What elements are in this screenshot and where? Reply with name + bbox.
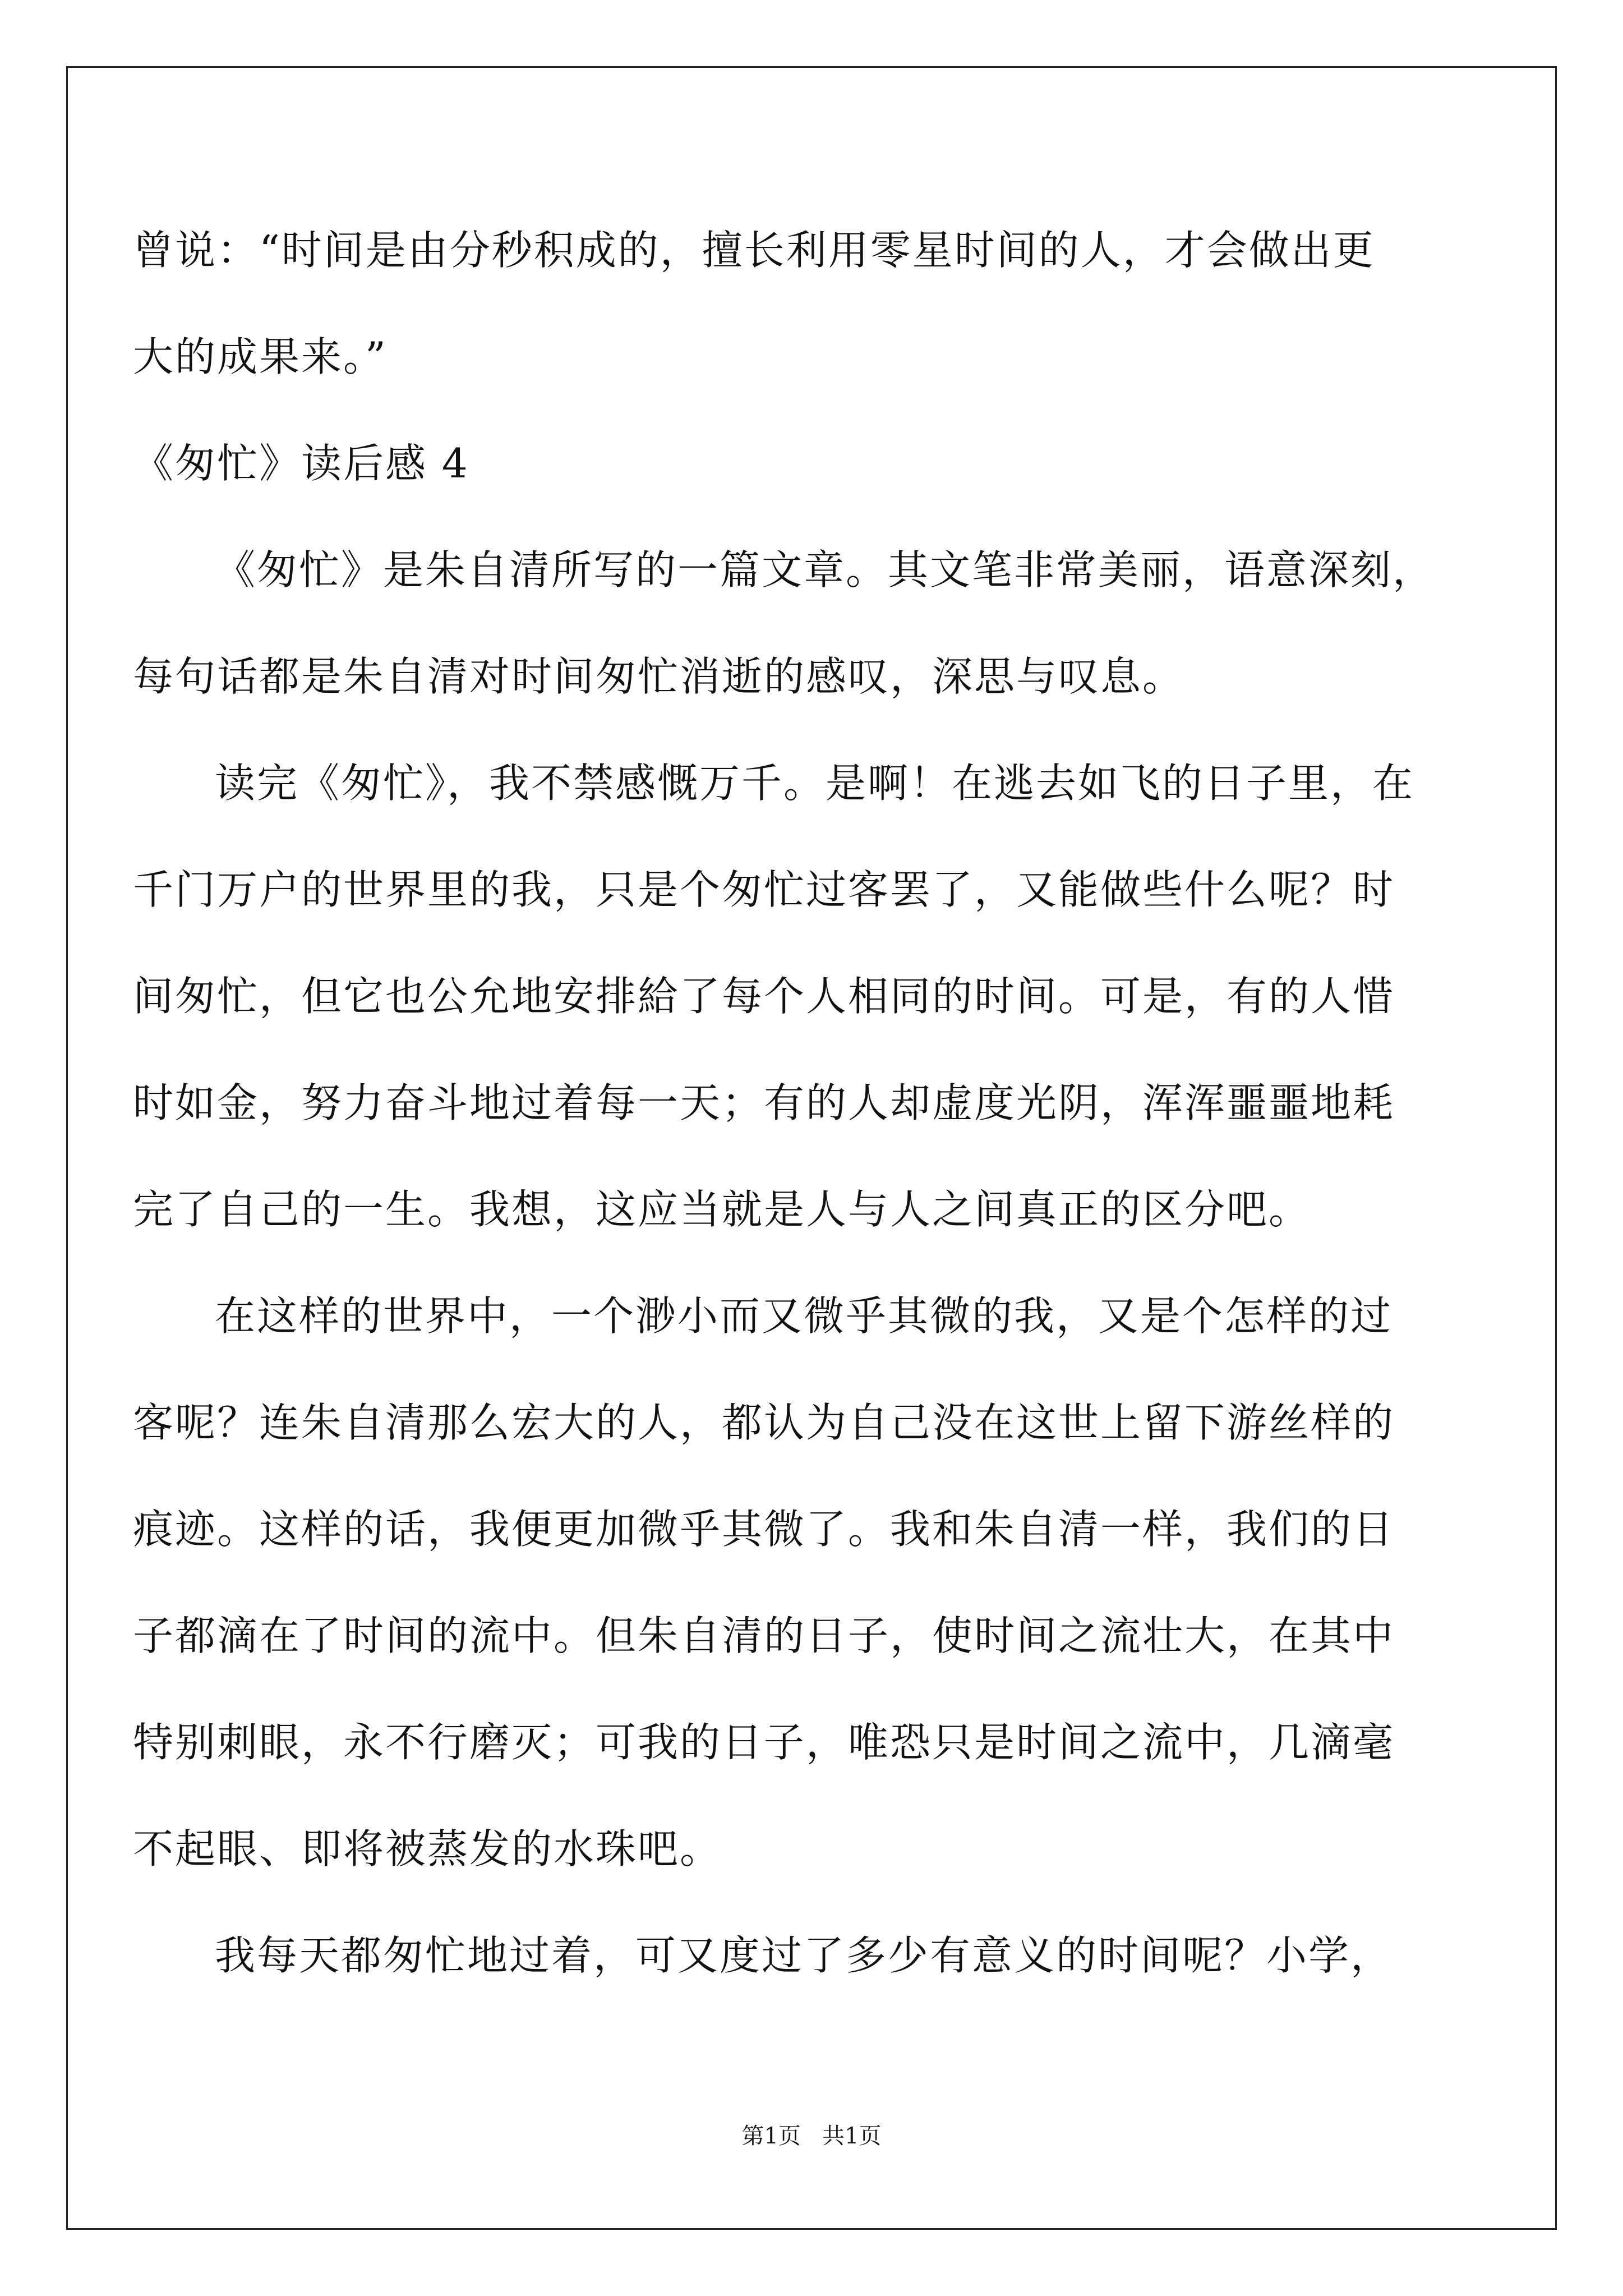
page-border [66,66,1557,2230]
text-line: 子都滴在了时间的流中。但朱自清的日子，使时间之流壮大，在其中 [133,1612,1395,1659]
text-line: 每句话都是朱自清对时间匆忙消逝的感叹，深思与叹息。 [133,653,1185,700]
text-line: 完了自己的一生。我想，这应当就是人与人之间真正的区分吧。 [133,1186,1311,1233]
text-line: 不起眼、即将被蒸发的水珠吧。 [133,1825,722,1872]
paragraph-start: 我每天都匆忙地过着，可又度过了多少有意义的时间呢？小学， [215,1932,1393,1979]
text-line: 时如金，努力奋斗地过着每一天；有的人却虚度光阴，浑浑噩噩地耗 [133,1079,1395,1126]
text-line: 间匆忙，但它也公允地安排給了每个人相同的时间。可是，有的人惜 [133,973,1395,1020]
text-line: 大的成果来。” [133,333,388,380]
paragraph-start: 《匆忙》是朱自清所写的一篇文章。其文笔非常美丽，语意深刻， [215,546,1435,593]
page-footer: 第1页 共1页 [741,2123,882,2149]
text-line: 特别刺眼，永不行磨灭；可我的日子，唯恐只是时间之流中，几滴毫 [133,1719,1395,1766]
text-line: 曾说：“时间是由分秒积成的，擅长利用零星时间的人，才会做出更 [133,227,1375,274]
text-line: 痕迹。这样的话，我便更加微乎其微了。我和朱自清一样，我们的日 [133,1506,1395,1553]
text-line: 千门万户的世界里的我，只是个匆忙过客罢了，又能做些什么呢？时 [133,866,1395,913]
paragraph-start: 在这样的世界中，一个渺小而又微乎其微的我，又是个怎样的过 [215,1292,1393,1340]
paragraph-start: 读完《匆忙》，我不禁感慨万千。是啊！在逃去如飞的日子里，在 [215,760,1415,807]
text-line: 客呢？连朱自清那么宏大的人，都认为自己没在这世上留下游丝样的 [133,1399,1395,1446]
section-heading: 《匆忙》读后感 4 [133,440,469,487]
